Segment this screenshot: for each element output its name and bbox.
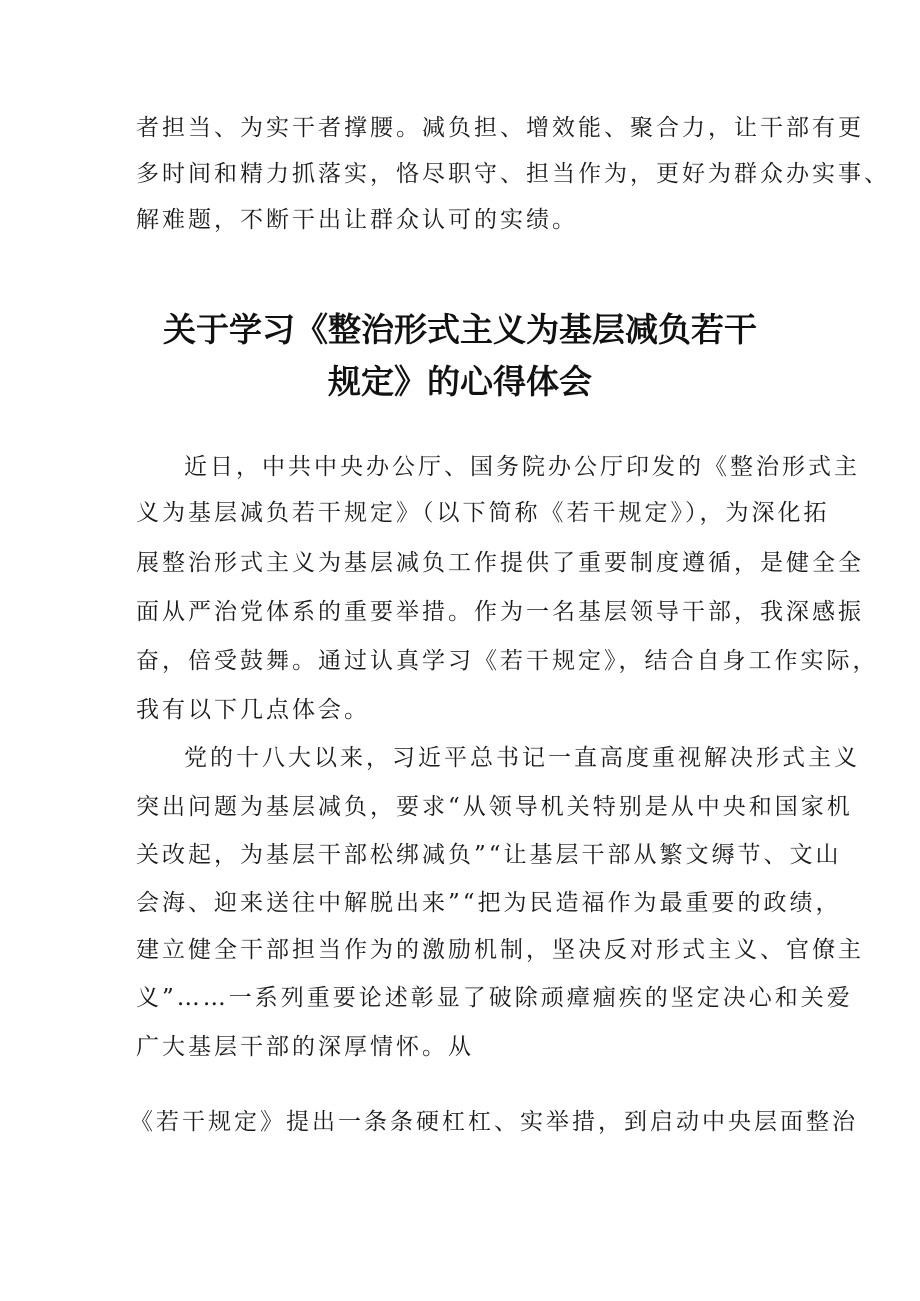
text-line: 展整治形式主义为基层减负工作提供了重要制度遵循，是健全全 — [136, 550, 864, 576]
title-line: 关于学习《整治形式主义为基层减负若干 — [163, 310, 757, 349]
text-line: 义”……一系列重要论述彰显了破除顽瘴痼疾的坚定决心和关爱 — [136, 985, 853, 1011]
text-line: 面从严治党体系的重要举措。作为一名基层领导干部，我深感振 — [136, 599, 864, 625]
text-line: 建立健全干部担当作为的激励机制，坚决反对形式主义、官僚主 — [136, 937, 864, 963]
text-line: 者担当、为实干者撑腰。减负担、增效能、聚合力，让干部有更 — [136, 115, 864, 141]
text-line: 我有以下几点体会。 — [136, 697, 370, 723]
text-line: 《若干规定》提出一条条硬杠杠、实举措，到启动中央层面整治 — [130, 1109, 858, 1135]
text-line: 党的十八大以来，习近平总书记一直高度重视解决形式主义 — [184, 745, 860, 771]
text-line: 会海、迎来送往中解脱出来”“把为民造福作为最重要的政绩， — [136, 890, 842, 916]
text-line: 奋，倍受鼓舞。通过认真学习《若干规定》，结合自身工作实际， — [136, 648, 879, 674]
text-line: 义为基层减负若干规定》（以下简称《若干规定》），为深化拓 — [136, 500, 830, 526]
text-line: 解难题，不断干出让群众认可的实绩。 — [136, 207, 578, 233]
text-line: 多时间和精力抓落实，恪尽职守、担当作为，更好为群众办实事、 — [136, 161, 890, 187]
text-line: 突出问题为基层减负，要求“从领导机关特别是从中央和国家机 — [136, 794, 853, 820]
title-line: 规定》的心得体会 — [328, 362, 592, 401]
text-line: 近日，中共中央办公厅、国务院办公厅印发的《整治形式主 — [184, 454, 860, 480]
text-line: 广大基层干部的深厚情怀。从 — [136, 1034, 474, 1060]
text-line: 关改起，为基层干部松绑减负”“让基层干部从繁文缛节、文山 — [136, 842, 842, 868]
